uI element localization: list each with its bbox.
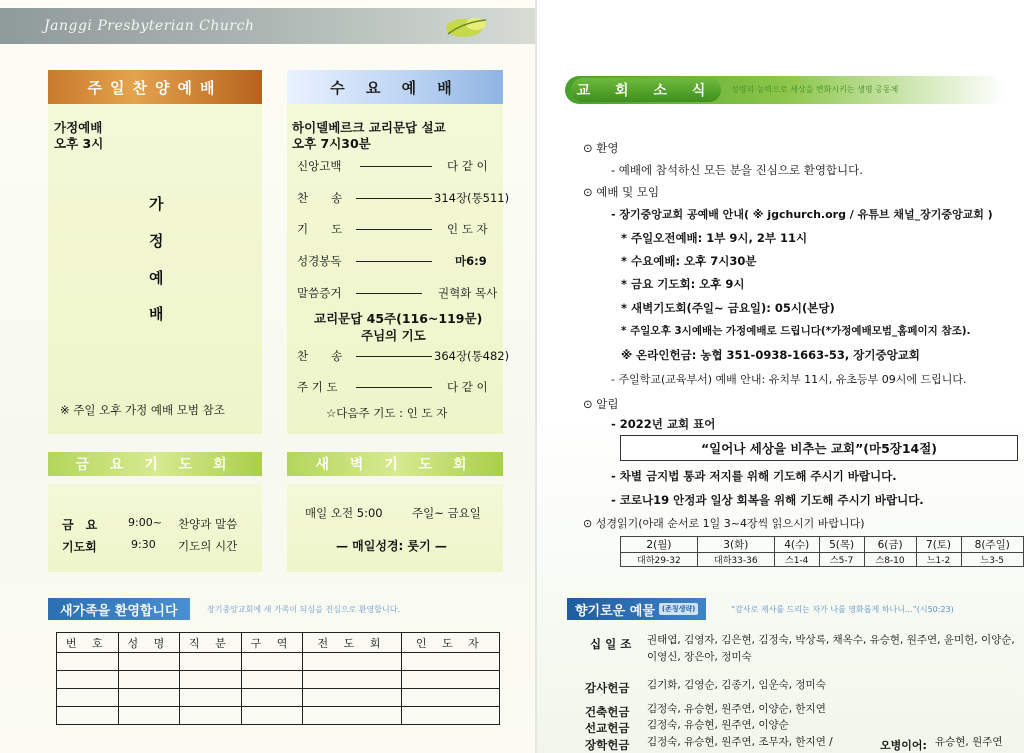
offering-label: 선교헌금 — [585, 721, 630, 735]
leaf-icon — [442, 14, 492, 40]
order-dash — [356, 198, 432, 199]
family-worship-title: 가정예배 — [54, 120, 103, 135]
dawn-panel — [287, 484, 503, 572]
news-line: * 새벽기도회(주일~ 금요일): 05시(본당) — [621, 301, 835, 315]
wednesday-banner: 수 요 예 배 — [287, 70, 503, 104]
table-row — [57, 653, 500, 671]
family-worship-banner: 주일찬양예배 — [48, 70, 262, 104]
news-title: 교 회 소 식 — [571, 78, 721, 102]
offering-names: 김기화, 김영순, 김종기, 임운숙, 정미숙 — [647, 679, 826, 691]
vertical-char: 가 — [149, 195, 164, 213]
reading-day: 2(월) — [621, 537, 698, 553]
friday-label: 금 요 — [62, 518, 98, 532]
offering-names: 김정숙, 유승현, 원주연, 조무자, 한지연 / — [647, 736, 833, 748]
friday-label: 기도회 — [62, 540, 97, 554]
order-label: 찬 송 — [297, 191, 343, 205]
dawn-banner: 새 벽 기 도 회 — [287, 452, 503, 476]
vertical-char: 배 — [149, 305, 164, 323]
section-heading: ⊙ 성경읽기(아래 순서로 1일 3~4장씩 읽으시기 바랍니다) — [583, 517, 865, 530]
offering-label: 장학헌금 — [585, 738, 630, 752]
dawn-time: 매일 오전 5:00 — [305, 506, 383, 520]
offering-label: 십 일 조 — [590, 637, 632, 651]
order-dash — [360, 166, 432, 167]
reading-ref: 느3-5 — [961, 553, 1024, 567]
section-heading: ⊙ 알림 — [583, 397, 619, 411]
table-row — [57, 671, 500, 689]
family-worship-time: 오후 3시 — [54, 136, 104, 151]
news-line: * 수요예배: 오후 7시30분 — [621, 254, 757, 268]
reading-day: 4(수) — [774, 537, 819, 553]
order-value: 인 도 자 — [447, 222, 488, 236]
col-header: 전 도 회 — [303, 633, 401, 653]
wednesday-time: 오후 7시30분 — [292, 136, 371, 151]
news-line: * 주일오전예배: 1부 9시, 2부 11시 — [621, 231, 808, 245]
order-dash — [356, 261, 432, 262]
new-family-table — [56, 632, 500, 725]
reading-day: 5(목) — [819, 537, 864, 553]
col-header: 성 명 — [118, 633, 180, 653]
wednesday-title: 하이델베르크 교리문답 설교 — [292, 120, 446, 135]
offering-names: 이영신, 장은아, 정미숙 — [647, 651, 752, 663]
friday-time: 9:30 — [131, 538, 156, 551]
reading-ref: 스8-10 — [864, 553, 916, 567]
order-label: 기 도 — [297, 222, 343, 236]
reading-day: 6(금) — [864, 537, 916, 553]
offering-names: 김정숙, 유승현, 원주연, 이양순 — [647, 719, 789, 731]
order-dash — [356, 293, 422, 294]
news-line: * 금요 기도회: 오후 9시 — [621, 277, 745, 291]
reading-day: 3(화) — [697, 537, 774, 553]
section-heading: ⊙ 환영 — [583, 141, 619, 155]
order-label: 말씀증거 — [297, 286, 342, 300]
col-header: 인 도 자 — [401, 633, 499, 653]
order-value: 364장(통482) — [434, 349, 510, 363]
order-dash — [356, 387, 432, 388]
church-name: Janggi Presbyterian Church — [44, 18, 255, 34]
offering-title-text: 향기로운 예물 — [575, 603, 655, 619]
church-motto: “일어나 세상을 비추는 교회”(마5장14절) — [620, 435, 1018, 461]
section-heading: ⊙ 예배 및 모임 — [583, 185, 660, 199]
col-header: 번 호 — [57, 633, 119, 653]
offering-names: 김정숙, 유승현, 원주연, 이양순, 한지연 — [647, 703, 826, 715]
news-line: - 코로나19 안정과 일상 회복을 위해 기도해 주시기 바랍니다. — [611, 493, 924, 507]
offering-label: 오병이어: — [880, 739, 927, 752]
order-dash — [356, 229, 432, 230]
offering-names: 유승현, 원주연 — [935, 736, 1003, 748]
right-page — [535, 0, 1024, 753]
order-label: 신앙고백 — [297, 159, 342, 173]
reading-day: 7(토) — [916, 537, 961, 553]
reading-ref: 느1-2 — [916, 553, 961, 567]
news-subtitle: 성령의 능력으로 세상을 변화시키는 생명 공동체 — [731, 85, 899, 94]
family-worship-note: ※ 주일 오후 가정 예배 모범 참조 — [60, 403, 225, 417]
reading-ref: 대하33-36 — [697, 553, 774, 567]
friday-time: 9:00~ — [128, 516, 162, 529]
order-value: 권혁화 목사 — [438, 286, 498, 300]
news-line: - 장기중앙교회 공예배 안내( ※ jgchurch.org / 유튜브 채널_장기중앙교회 ) — [611, 208, 993, 221]
vertical-char: 예 — [149, 269, 164, 287]
order-label: 주 기 도 — [297, 380, 338, 394]
order-dash — [356, 356, 432, 357]
order-label: 성경봉독 — [297, 254, 342, 268]
sermon-line: 주님의 기도 — [361, 328, 426, 343]
friday-banner: 금 요 기 도 회 — [48, 452, 262, 476]
news-line: ※ 온라인헌금: 농협 351-0938-1663-53, 장기중앙교회 — [621, 348, 920, 362]
offering-tag: (존칭생략) — [659, 603, 698, 615]
table-row — [57, 689, 500, 707]
dawn-days: 주일~ 금요일 — [412, 506, 481, 520]
order-value: 다 같 이 — [447, 159, 488, 173]
reading-ref: 대하29-32 — [621, 553, 698, 567]
welcome-title: 새가족을 환영합니다 — [48, 598, 190, 620]
news-line: - 예배에 참석하신 모든 분을 진심으로 환영합니다. — [611, 163, 863, 177]
news-line: - 2022년 교회 표어 — [611, 417, 716, 431]
reading-day: 8(주일) — [961, 537, 1024, 553]
col-header: 직 분 — [180, 633, 242, 653]
news-line: - 주일학교(교육부서) 예배 안내: 유치부 11시, 유초등부 09시에 드립니다. — [611, 373, 967, 386]
page-divider — [535, 0, 537, 753]
sermon-line: 교리문답 45주(116~119문) — [314, 311, 483, 326]
offering-names: 권태엽, 김영자, 김은현, 김정숙, 박상록, 채옥수, 유승현, 원주연, 윤미헌, 이양순, — [647, 634, 1015, 646]
vertical-char: 정 — [149, 232, 164, 250]
order-label: 찬 송 — [297, 349, 343, 363]
offering-title — [567, 598, 706, 620]
welcome-subtitle: 장기중앙교회에 새 가족이 되심을 진심으로 환영합니다. — [207, 605, 400, 614]
col-header: 구 역 — [241, 633, 303, 653]
friday-desc: 기도의 시간 — [178, 539, 238, 553]
next-prayer: ☆다음주 기도 : 인 도 자 — [326, 406, 448, 420]
order-value: 마6:9 — [455, 254, 487, 268]
bible-reading-table — [620, 536, 1024, 567]
table-row — [57, 707, 500, 725]
news-line: * 주일오후 3시예배는 가정예배로 드립니다(*가정예배모범_홈페이지 참조). — [621, 325, 971, 337]
order-value: 다 같 이 — [447, 380, 488, 394]
offering-label: 감사헌금 — [585, 681, 630, 695]
news-line: - 차별 금지법 통과 저지를 위해 기도해 주시기 바랍니다. — [611, 469, 897, 483]
order-value: 314장(통511) — [434, 191, 510, 205]
dawn-reading: — 매일성경: 룻기 — — [336, 539, 447, 553]
reading-ref: 스1-4 — [774, 553, 819, 567]
offering-verse: “감사로 제사를 드리는 자가 나를 영화롭게 하나니...”(시50:23) — [731, 605, 954, 614]
friday-desc: 찬양과 말씀 — [178, 517, 238, 531]
offering-label: 건축헌금 — [585, 705, 630, 719]
reading-ref: 스5-7 — [819, 553, 864, 567]
